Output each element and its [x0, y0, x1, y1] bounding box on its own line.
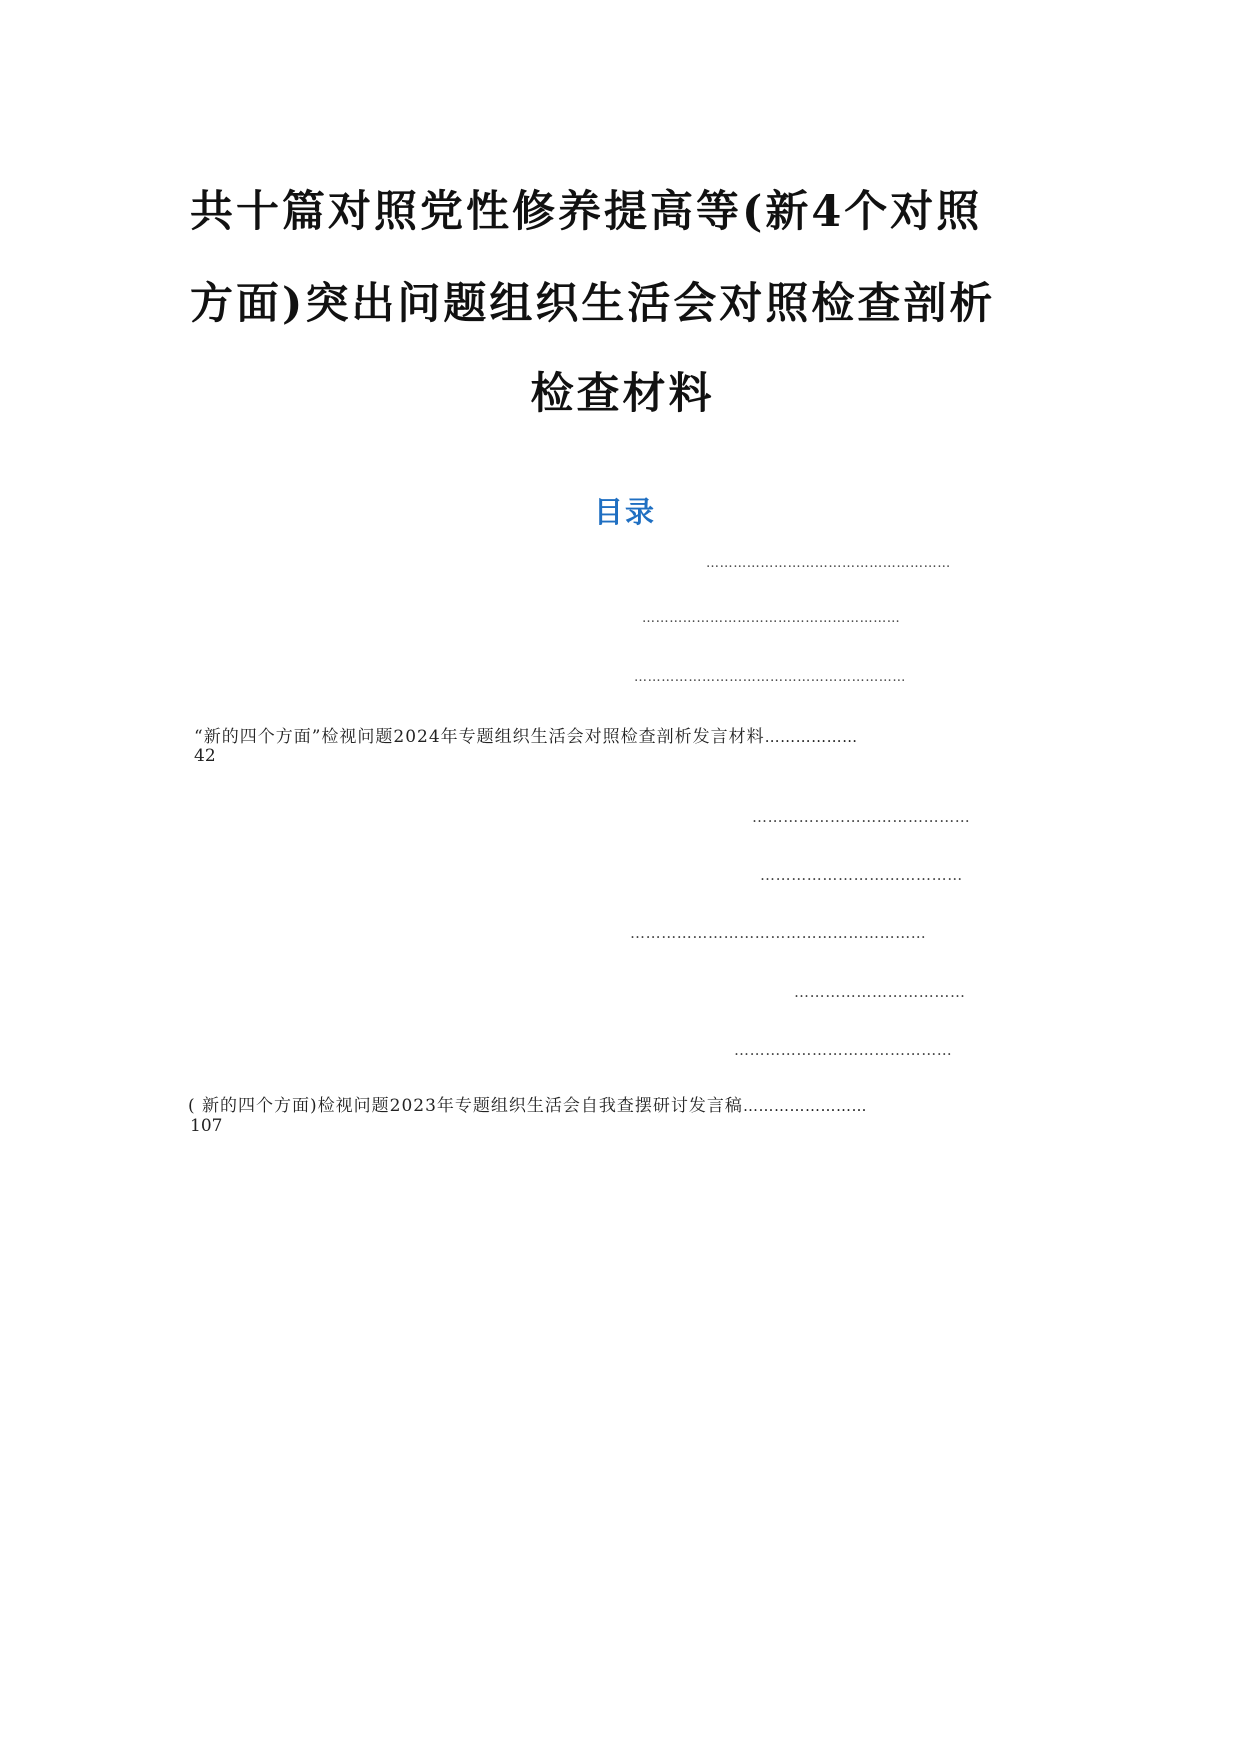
toc-entry-7-leader[interactable]: ………………………………………………… — [630, 924, 927, 942]
toc-entry-10-page-number: 107 — [190, 1116, 223, 1136]
toc-entry-9-leader[interactable]: …………………………………… — [734, 1041, 953, 1059]
toc-entry-10-title[interactable] — [188, 1091, 867, 1116]
document-title-line-2: 方面)突出问题组织生活会对照检查剖析 — [190, 279, 996, 329]
toc-entry-10-text: ( 新的四个方面)检视问题2023年专题组织生活会自我查摆研讨发言稿 — [188, 1096, 743, 1116]
toc-entry-3-leader[interactable]: …………………………………………………… — [634, 670, 906, 685]
toc-entry-5-leader[interactable]: …………………………………… — [752, 808, 971, 826]
document-title-line-3: 检查材料 — [530, 369, 715, 419]
toc-entry-4-leader: ……………… — [764, 728, 858, 746]
toc-entry-6-leader[interactable]: ………………………………… — [760, 866, 963, 884]
toc-heading: 目录 — [593, 495, 656, 529]
toc-entry-4-text: “新的四个方面”检视问题2024年专题组织生活会对照检查剖析发言材料 — [194, 727, 765, 747]
toc-entry-2-leader[interactable]: ………………………………………………… — [642, 611, 901, 626]
toc-entry-8-leader[interactable]: …………………………… — [794, 983, 966, 1001]
toc-entry-4-page-number: 42 — [194, 746, 216, 766]
toc-entry-1-leader[interactable]: ……………………………………………… — [706, 556, 951, 571]
toc-entry-4-title[interactable] — [194, 722, 858, 747]
document-title-line-1: 共十篇对照党性修养提高等(新4个对照 — [190, 187, 983, 237]
toc-entry-10-leader: …………………… — [742, 1097, 867, 1115]
